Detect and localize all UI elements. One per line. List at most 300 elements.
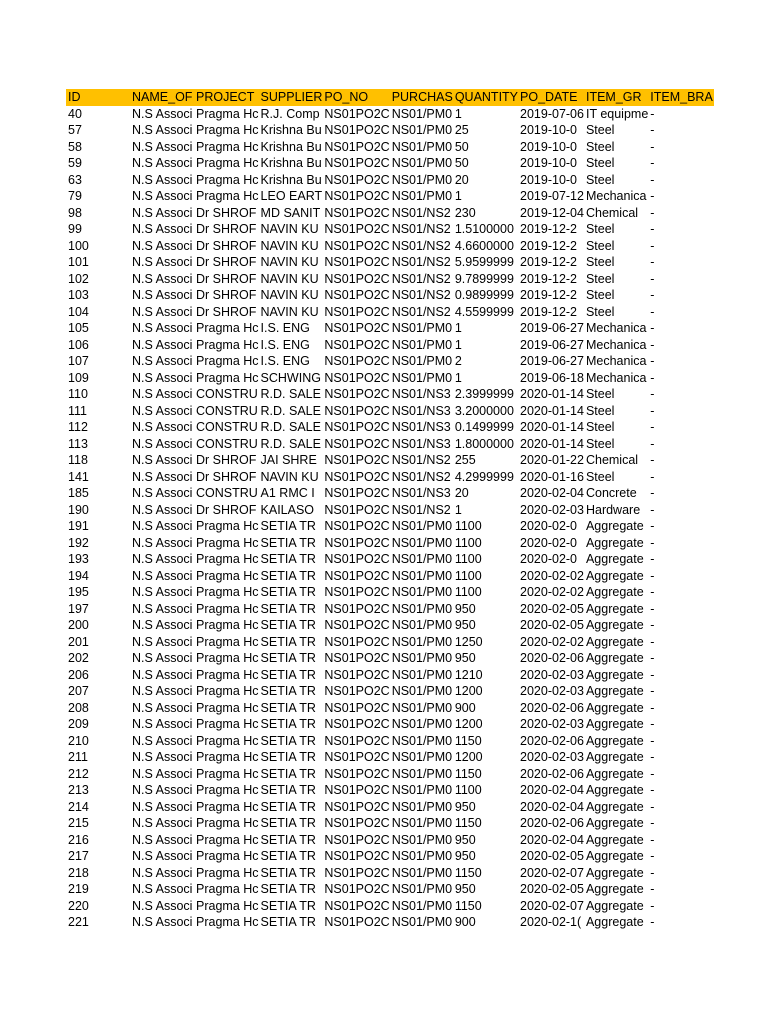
table-cell[interactable]: Pragma Hc (196, 882, 259, 896)
table-cell[interactable]: 950 (454, 832, 476, 847)
column-header[interactable]: PO_DATE (518, 89, 584, 106)
table-cell[interactable]: NS01PO2C (324, 123, 390, 137)
table-cell[interactable]: Aggregate (585, 552, 644, 566)
table-cell[interactable]: Pragma Hc (196, 601, 259, 616)
table-cell[interactable]: N.S Associ (132, 436, 193, 451)
table-cell[interactable]: SETIA TR (260, 783, 316, 797)
table-cell[interactable]: 2019-06-27 (520, 354, 584, 368)
table-cell[interactable]: 1.8000000 (454, 436, 514, 451)
table-cell[interactable]: Krishna Bu (260, 156, 322, 170)
column-header[interactable]: ITEM_BRA (650, 90, 713, 104)
table-cell[interactable]: N.S Associ (132, 667, 193, 682)
table-cell[interactable]: - (650, 684, 655, 698)
table-cell[interactable]: 2020-02-0 (520, 552, 578, 566)
table-cell[interactable]: Hardware (585, 502, 641, 517)
table-cell[interactable]: 2020-02-02 (520, 568, 584, 583)
table-cell[interactable]: NS01/NS2 (391, 255, 451, 269)
table-cell[interactable]: 98 (68, 205, 82, 220)
table-cell[interactable]: Pragma Hc (196, 816, 259, 830)
table-cell[interactable]: Pragma Hc (196, 535, 259, 550)
table-cell[interactable]: - (650, 304, 655, 319)
table-cell[interactable]: NS01/PM0 (391, 552, 453, 566)
table-cell[interactable]: Krishna Bu (260, 139, 322, 154)
table-cell[interactable]: N.S Associ (132, 882, 193, 896)
table-cell[interactable]: 221 (68, 915, 89, 929)
table-cell[interactable]: Mechanica (585, 370, 647, 385)
table-cell[interactable]: 2019-10-0 (520, 156, 578, 170)
table-cell[interactable]: I.S. ENG (260, 354, 310, 368)
table-cell[interactable]: 2020-02-05 (520, 882, 584, 896)
table-cell[interactable]: NS01/PM0 (391, 370, 453, 385)
table-cell[interactable]: NS01/PM0 (391, 106, 453, 121)
table-cell[interactable]: NS01PO2C (324, 288, 390, 302)
table-cell[interactable]: NAVIN KU (260, 238, 319, 253)
table-cell[interactable]: 100 (68, 238, 89, 253)
table-cell[interactable]: NS01PO2C (324, 238, 390, 253)
table-cell[interactable]: 2020-01-14 (520, 403, 584, 418)
table-cell[interactable]: 2019-12-04 (520, 205, 584, 220)
table-cell[interactable]: NS01PO2C (324, 684, 390, 698)
table-cell[interactable]: 2019-12-2 (520, 255, 578, 269)
table-cell[interactable]: NS01PO2C (324, 106, 390, 121)
table-cell[interactable]: NS01PO2C (324, 271, 390, 286)
table-cell[interactable]: - (650, 271, 655, 286)
table-cell[interactable]: SETIA TR (260, 535, 316, 550)
table-cell[interactable]: Pragma Hc (196, 733, 259, 748)
table-cell[interactable]: 58 (68, 139, 82, 154)
table-cell[interactable]: 950 (454, 849, 476, 863)
column-header[interactable]: PURCHAS (391, 90, 453, 104)
table-cell[interactable]: 109 (68, 370, 89, 385)
table-cell[interactable]: CONSTRU (196, 387, 258, 401)
table-cell[interactable]: 113 (68, 436, 88, 451)
table-cell[interactable]: 209 (68, 717, 89, 731)
table-cell[interactable]: SETIA TR (260, 568, 316, 583)
column-header[interactable]: PROJECT (194, 89, 259, 106)
table-cell[interactable]: 2020-01-16 (520, 469, 584, 484)
table-cell[interactable]: 900 (454, 915, 476, 929)
table-cell[interactable]: - (650, 288, 655, 302)
table-cell[interactable]: 1100 (454, 519, 482, 533)
table-cell[interactable]: Pragma Hc (196, 370, 259, 385)
table-cell[interactable]: SETIA TR (260, 750, 316, 764)
table-cell[interactable]: N.S Associ (132, 568, 193, 583)
table-cell[interactable]: 4.5599999 (454, 304, 514, 319)
table-cell[interactable]: - (650, 667, 655, 682)
table-cell[interactable]: N.S Associ (132, 189, 193, 203)
table-cell[interactable]: NS01PO2C (324, 321, 390, 335)
table-cell[interactable]: 218 (68, 865, 89, 880)
table-cell[interactable]: Aggregate (585, 519, 644, 533)
table-cell[interactable]: 2020-02-02 (520, 634, 584, 649)
table-cell[interactable]: 217 (68, 849, 89, 863)
table-cell[interactable]: N.S Associ (132, 453, 193, 467)
table-cell[interactable]: Steel (585, 172, 615, 187)
table-cell[interactable]: N.S Associ (132, 123, 193, 137)
table-cell[interactable]: N.S Associ (132, 849, 193, 863)
table-cell[interactable]: NS01/NS2 (391, 304, 451, 319)
table-cell[interactable]: 2019-12-2 (520, 271, 578, 286)
table-cell[interactable]: SETIA TR (260, 634, 316, 649)
table-cell[interactable]: Steel (585, 238, 615, 253)
table-cell[interactable]: NS01/NS3 (391, 403, 451, 418)
table-cell[interactable]: N.S Associ (132, 618, 193, 632)
table-cell[interactable]: 57 (68, 123, 82, 137)
table-cell[interactable]: Pragma Hc (196, 799, 259, 814)
table-cell[interactable]: NS01PO2C (324, 865, 390, 880)
table-cell[interactable]: NAVIN KU (260, 304, 319, 319)
table-cell[interactable]: NS01PO2C (324, 766, 390, 781)
table-cell[interactable]: Aggregate (585, 651, 644, 665)
table-cell[interactable]: 220 (68, 898, 89, 913)
table-cell[interactable]: 141 (68, 469, 89, 484)
table-cell[interactable]: - (650, 783, 655, 797)
table-cell[interactable]: SETIA TR (260, 651, 316, 665)
table-cell[interactable]: N.S Associ (132, 651, 193, 665)
table-cell[interactable]: Steel (585, 222, 615, 236)
table-cell[interactable]: NS01/PM0 (391, 849, 453, 863)
table-cell[interactable]: 1150 (454, 898, 482, 913)
table-cell[interactable]: NS01/PM0 (391, 684, 453, 698)
table-cell[interactable]: 2020-02-07 (520, 865, 584, 880)
table-cell[interactable]: 2020-01-22 (520, 453, 584, 467)
table-cell[interactable]: 193 (68, 552, 89, 566)
table-cell[interactable]: - (650, 354, 655, 368)
table-cell[interactable]: NS01/NS2 (391, 238, 451, 253)
table-cell[interactable]: - (650, 502, 655, 517)
table-cell[interactable]: NS01/PM0 (391, 189, 453, 203)
table-cell[interactable]: Aggregate (585, 733, 644, 748)
table-cell[interactable]: Steel (585, 139, 615, 154)
table-cell[interactable]: Steel (585, 255, 615, 269)
table-cell[interactable]: I.S. ENG (260, 321, 310, 335)
table-cell[interactable]: NS01PO2C (324, 502, 390, 517)
table-cell[interactable]: NS01/PM0 (391, 832, 453, 847)
table-cell[interactable]: R.D. SALE (260, 436, 321, 451)
table-cell[interactable]: NS01/NS2 (391, 205, 451, 220)
table-cell[interactable]: NS01PO2C (324, 354, 390, 368)
table-cell[interactable]: 1100 (454, 568, 482, 583)
table-cell[interactable]: NS01PO2C (324, 304, 390, 319)
table-cell[interactable]: - (650, 618, 655, 632)
table-cell[interactable]: - (650, 717, 655, 731)
table-cell[interactable]: N.S Associ (132, 898, 193, 913)
table-cell[interactable]: SETIA TR (260, 799, 316, 814)
table-cell[interactable]: 950 (454, 799, 476, 814)
table-cell[interactable]: SETIA TR (260, 700, 316, 715)
table-cell[interactable]: 2019-12-2 (520, 304, 578, 319)
table-cell[interactable]: NS01/PM0 (391, 766, 453, 781)
table-cell[interactable]: - (650, 552, 655, 566)
table-cell[interactable]: 106 (68, 337, 89, 352)
table-cell[interactable]: 950 (454, 882, 476, 896)
table-cell[interactable]: NS01/NS2 (391, 271, 451, 286)
table-cell[interactable]: IT equipme (585, 106, 649, 121)
table-cell[interactable]: 2020-02-1( (520, 915, 582, 929)
table-cell[interactable]: - (650, 403, 655, 418)
table-cell[interactable]: 63 (68, 172, 82, 187)
table-cell[interactable]: N.S Associ (132, 321, 193, 335)
table-cell[interactable]: - (650, 469, 655, 484)
table-cell[interactable]: 215 (68, 816, 89, 830)
table-cell[interactable]: NS01PO2C (324, 403, 390, 418)
table-cell[interactable]: N.S Associ (132, 832, 193, 847)
table-cell[interactable]: 208 (68, 700, 89, 715)
table-cell[interactable]: Chemical (585, 453, 639, 467)
table-cell[interactable]: N.S Associ (132, 337, 193, 352)
table-cell[interactable]: Pragma Hc (196, 123, 259, 137)
table-cell[interactable]: NS01/NS3 (391, 436, 451, 451)
table-cell[interactable]: 2020-02-06 (520, 651, 584, 665)
table-cell[interactable]: 2020-02-03 (520, 717, 584, 731)
table-cell[interactable]: 40 (68, 106, 82, 121)
table-cell[interactable]: 111 (68, 403, 88, 418)
table-cell[interactable]: CONSTRU (196, 420, 258, 434)
table-cell[interactable]: NS01/PM0 (391, 898, 453, 913)
table-cell[interactable]: NS01PO2C (324, 156, 390, 170)
table-cell[interactable]: 2020-02-06 (520, 816, 584, 830)
table-cell[interactable]: NAVIN KU (260, 222, 319, 236)
table-cell[interactable]: Aggregate (585, 601, 644, 616)
table-cell[interactable]: 216 (68, 832, 89, 847)
table-cell[interactable]: Aggregate (585, 882, 644, 896)
table-cell[interactable]: KAILASO (260, 502, 315, 517)
table-cell[interactable]: N.S Associ (132, 271, 193, 286)
table-cell[interactable]: - (650, 106, 655, 121)
table-cell[interactable]: 2019-10-0 (520, 172, 578, 187)
table-cell[interactable]: 185 (68, 486, 89, 500)
table-cell[interactable]: Krishna Bu (260, 172, 322, 187)
table-cell[interactable]: 210 (68, 733, 89, 748)
table-cell[interactable]: 950 (454, 618, 476, 632)
table-cell[interactable]: NS01/PM0 (391, 882, 453, 896)
table-cell[interactable]: NS01/PM0 (391, 535, 453, 550)
table-cell[interactable]: - (650, 865, 655, 880)
table-cell[interactable]: - (650, 337, 655, 352)
table-cell[interactable]: NS01PO2C (324, 552, 390, 566)
table-cell[interactable]: 0.9899999 (454, 288, 514, 302)
table-cell[interactable]: SCHWING (260, 370, 321, 385)
table-cell[interactable]: Pragma Hc (196, 321, 259, 335)
table-cell[interactable]: NS01/PM0 (391, 519, 453, 533)
table-cell[interactable]: - (650, 882, 655, 896)
table-cell[interactable]: Pragma Hc (196, 832, 259, 847)
table-cell[interactable]: NS01PO2C (324, 832, 390, 847)
table-cell[interactable]: NS01PO2C (324, 898, 390, 913)
table-cell[interactable]: 201 (68, 634, 89, 649)
table-cell[interactable]: Pragma Hc (196, 139, 259, 154)
table-cell[interactable]: Pragma Hc (196, 849, 259, 863)
table-cell[interactable]: Steel (585, 288, 615, 302)
table-cell[interactable]: NS01/PM0 (391, 337, 453, 352)
table-cell[interactable]: Aggregate (585, 865, 644, 880)
table-cell[interactable]: N.S Associ (132, 552, 193, 566)
table-cell[interactable]: N.S Associ (132, 139, 193, 154)
table-cell[interactable]: NS01/PM0 (391, 799, 453, 814)
table-cell[interactable]: - (650, 486, 655, 500)
table-cell[interactable]: Mechanica (585, 189, 647, 203)
table-cell[interactable]: NS01PO2C (324, 337, 390, 352)
table-cell[interactable]: NS01PO2C (324, 370, 390, 385)
table-cell[interactable]: - (650, 849, 655, 863)
table-cell[interactable]: NS01PO2C (324, 783, 390, 797)
table-cell[interactable]: N.S Associ (132, 387, 193, 401)
table-cell[interactable]: 4.6600000 (454, 238, 514, 253)
table-cell[interactable]: 219 (68, 882, 89, 896)
table-cell[interactable]: Dr SHROF (196, 502, 257, 517)
table-cell[interactable]: - (650, 172, 655, 187)
table-cell[interactable]: Pragma Hc (196, 106, 259, 121)
table-cell[interactable]: LEO EART (260, 189, 323, 203)
table-cell[interactable]: 2020-02-0 (520, 519, 578, 533)
table-cell[interactable]: Aggregate (585, 849, 644, 863)
table-cell[interactable]: - (650, 205, 655, 220)
table-cell[interactable]: Pragma Hc (196, 684, 259, 698)
table-cell[interactable]: 107 (68, 354, 89, 368)
table-cell[interactable]: N.S Associ (132, 766, 193, 781)
table-cell[interactable]: NAVIN KU (260, 469, 319, 484)
table-cell[interactable]: 2020-02-05 (520, 601, 584, 616)
table-cell[interactable]: SETIA TR (260, 915, 316, 929)
table-cell[interactable]: SETIA TR (260, 684, 316, 698)
table-cell[interactable]: 195 (68, 585, 89, 599)
table-cell[interactable]: NS01PO2C (324, 634, 390, 649)
column-header[interactable]: SUPPLIER (260, 90, 323, 104)
table-cell[interactable]: N.S Associ (132, 700, 193, 715)
table-cell[interactable]: NS01PO2C (324, 651, 390, 665)
table-cell[interactable]: Pragma Hc (196, 337, 259, 352)
table-cell[interactable]: SETIA TR (260, 667, 316, 682)
table-cell[interactable]: Pragma Hc (196, 354, 259, 368)
table-cell[interactable]: 1150 (454, 733, 482, 748)
table-cell[interactable]: SETIA TR (260, 766, 316, 781)
table-cell[interactable]: NS01PO2C (324, 700, 390, 715)
table-cell[interactable]: N.S Associ (132, 304, 193, 319)
table-cell[interactable]: SETIA TR (260, 601, 316, 616)
table-cell[interactable]: Pragma Hc (196, 651, 259, 665)
table-cell[interactable]: SETIA TR (260, 865, 316, 880)
table-cell[interactable]: - (650, 321, 655, 335)
table-cell[interactable]: NS01PO2C (324, 189, 390, 203)
table-cell[interactable]: - (650, 766, 655, 781)
table-cell[interactable]: Dr SHROF (196, 271, 257, 286)
table-cell[interactable]: 230 (454, 205, 476, 220)
table-cell[interactable]: N.S Associ (132, 205, 193, 220)
table-cell[interactable]: NS01PO2C (324, 172, 390, 187)
table-cell[interactable]: SETIA TR (260, 618, 316, 632)
table-cell[interactable]: 104 (68, 304, 89, 319)
table-cell[interactable]: 2020-02-04 (520, 486, 584, 500)
table-cell[interactable]: N.S Associ (132, 255, 193, 269)
table-cell[interactable]: JAI SHRE (260, 453, 317, 467)
table-cell[interactable]: 1150 (454, 865, 482, 880)
table-cell[interactable]: Aggregate (585, 799, 644, 814)
table-cell[interactable]: NS01PO2C (324, 387, 390, 401)
table-cell[interactable]: NS01/PM0 (391, 651, 453, 665)
table-cell[interactable]: Aggregate (585, 816, 644, 830)
table-cell[interactable]: N.S Associ (132, 733, 193, 748)
table-cell[interactable]: Pragma Hc (196, 172, 259, 187)
table-cell[interactable]: 2020-02-03 (520, 750, 584, 764)
table-cell[interactable]: R.D. SALE (260, 403, 321, 418)
table-cell[interactable]: NS01/NS3 (391, 486, 451, 500)
table-cell[interactable]: - (650, 123, 655, 137)
table-cell[interactable]: 4.2999999 (454, 469, 514, 484)
table-cell[interactable]: NS01/PM0 (391, 601, 453, 616)
table-cell[interactable]: 900 (454, 700, 476, 715)
table-cell[interactable]: NS01PO2C (324, 601, 390, 616)
table-cell[interactable]: 2019-06-18 (520, 370, 584, 385)
table-cell[interactable]: - (650, 255, 655, 269)
table-cell[interactable]: NAVIN KU (260, 255, 319, 269)
table-cell[interactable]: N.S Associ (132, 238, 193, 253)
table-cell[interactable]: I.S. ENG (260, 337, 310, 352)
table-cell[interactable]: SETIA TR (260, 882, 316, 896)
table-cell[interactable]: NS01PO2C (324, 469, 390, 484)
table-cell[interactable]: - (650, 733, 655, 748)
table-cell[interactable]: 192 (68, 535, 89, 550)
table-cell[interactable]: N.S Associ (132, 354, 193, 368)
table-cell[interactable]: Dr SHROF (196, 205, 257, 220)
table-cell[interactable]: NS01PO2C (324, 139, 390, 154)
table-cell[interactable]: 1.5100000 (454, 222, 514, 236)
table-cell[interactable]: 1 (454, 321, 462, 335)
table-cell[interactable]: Aggregate (585, 634, 644, 649)
table-cell[interactable]: - (650, 799, 655, 814)
table-cell[interactable]: 211 (68, 750, 88, 764)
table-cell[interactable]: NS01PO2C (324, 255, 390, 269)
table-cell[interactable]: NS01/PM0 (391, 750, 453, 764)
table-cell[interactable]: 59 (68, 156, 82, 170)
table-cell[interactable]: 2 (454, 354, 462, 368)
table-cell[interactable]: Dr SHROF (196, 222, 257, 236)
table-cell[interactable]: NS01/PM0 (391, 172, 453, 187)
table-cell[interactable]: N.S Associ (132, 288, 193, 302)
table-cell[interactable]: 2020-02-05 (520, 849, 584, 863)
table-cell[interactable]: Pragma Hc (196, 519, 259, 533)
table-cell[interactable]: 1100 (454, 552, 482, 566)
table-cell[interactable]: Mechanica (585, 321, 647, 335)
table-cell[interactable]: 1250 (454, 634, 483, 649)
table-cell[interactable]: 0.1499999 (454, 420, 514, 434)
table-cell[interactable]: A1 RMC I (260, 486, 315, 500)
table-cell[interactable]: R.D. SALE (260, 387, 321, 401)
table-cell[interactable]: 99 (68, 222, 82, 236)
table-cell[interactable]: 1 (454, 370, 462, 385)
table-cell[interactable]: NS01/PM0 (391, 717, 453, 731)
table-cell[interactable]: SETIA TR (260, 519, 316, 533)
table-cell[interactable]: Steel (585, 156, 615, 170)
table-cell[interactable]: - (650, 634, 655, 649)
table-cell[interactable]: - (650, 222, 655, 236)
table-cell[interactable]: - (650, 436, 655, 451)
table-cell[interactable]: NS01/PM0 (391, 700, 453, 715)
table-cell[interactable]: Pragma Hc (196, 585, 259, 599)
table-cell[interactable]: Pragma Hc (196, 552, 259, 566)
table-cell[interactable]: 1200 (454, 717, 483, 731)
table-cell[interactable]: 50 (454, 156, 469, 170)
table-cell[interactable]: 1100 (454, 535, 482, 550)
table-cell[interactable]: N.S Associ (132, 750, 193, 764)
table-cell[interactable]: 112 (68, 420, 88, 434)
table-cell[interactable]: 1 (454, 337, 462, 352)
table-cell[interactable]: - (650, 189, 655, 203)
table-cell[interactable]: Aggregate (585, 915, 644, 929)
table-cell[interactable]: NS01PO2C (324, 205, 390, 220)
table-cell[interactable]: N.S Associ (132, 403, 193, 418)
table-cell[interactable]: Aggregate (585, 568, 644, 583)
table-cell[interactable]: NS01/PM0 (391, 354, 453, 368)
